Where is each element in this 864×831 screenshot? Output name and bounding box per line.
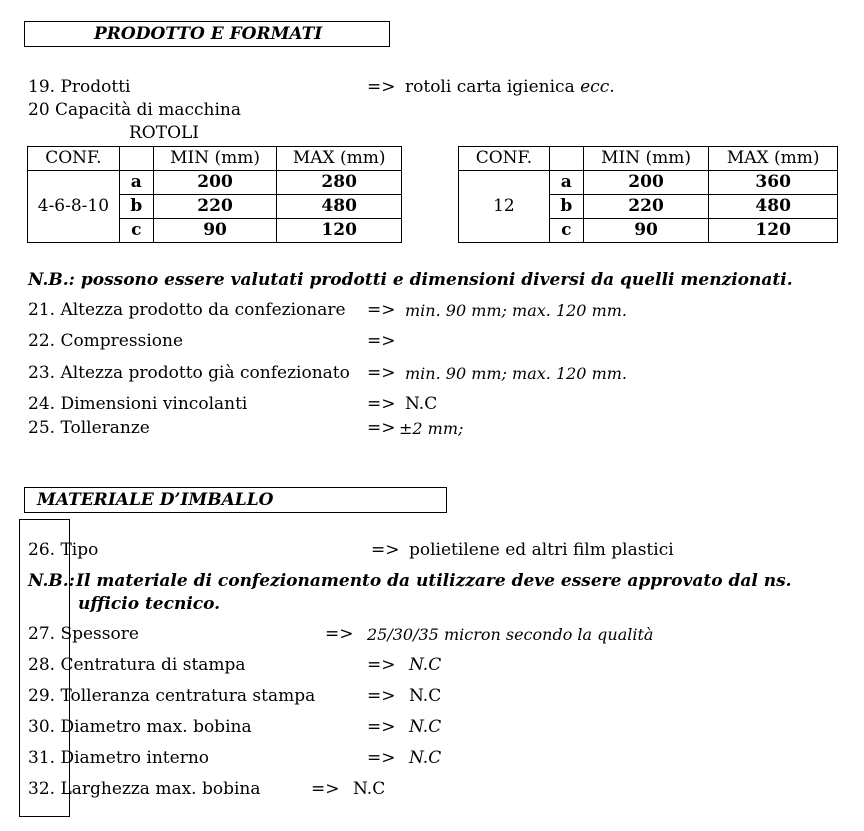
item-26-value: polietilene ed altri film plastici xyxy=(409,540,674,560)
item-23-arrow: => xyxy=(367,363,396,383)
item-27-arrow: => xyxy=(325,624,354,644)
item-31-arrow: => xyxy=(367,748,396,768)
item-22-arrow: => xyxy=(367,331,396,351)
header-conf: CONF. xyxy=(459,147,550,171)
item-31-value: N.C xyxy=(409,748,442,768)
row-key: c xyxy=(549,219,583,243)
note-prodotti: N.B.: possono essere valutati prodotti e dimensioni diversi da quelli menzionati. xyxy=(28,270,793,290)
section-heading-prodotto xyxy=(24,21,390,47)
table-header-row xyxy=(459,147,838,171)
header-conf: CONF. xyxy=(28,147,120,171)
item-29-arrow: => xyxy=(367,686,396,706)
note-materiale-line1: Il materiale di confezionamento da utilizzare deve essere approvato dal ns. xyxy=(76,571,792,591)
item-28-arrow: => xyxy=(367,655,396,675)
section-title: MATERIALE D’IMBALLO xyxy=(37,490,274,510)
table-row xyxy=(28,171,402,195)
capacity-table-1 xyxy=(27,146,402,243)
item-30-label: 30. Diametro max. bobina xyxy=(28,717,252,737)
section-heading-materiale xyxy=(24,487,447,513)
max-value: 280 xyxy=(277,171,402,195)
item-29-label: 29. Tolleranza centratura stampa xyxy=(28,686,316,706)
item-19-value xyxy=(405,79,615,96)
item-32-label: 32. Larghezza max. bobina xyxy=(28,779,261,799)
item-22-label: 22. Compressione xyxy=(28,331,184,351)
capacity-table-2 xyxy=(458,146,838,243)
item-28-value: N.C xyxy=(409,655,442,675)
min-value: 220 xyxy=(583,195,709,219)
item-27-value: 25/30/35 micron secondo la qualità xyxy=(367,625,654,644)
max-value: 120 xyxy=(277,219,402,243)
item-28-label: 28. Centratura di stampa xyxy=(28,655,246,675)
item-19-value-text: rotoli carta igienica xyxy=(405,77,575,97)
item-30-arrow: => xyxy=(367,717,396,737)
item-29-value: N.C xyxy=(409,686,442,706)
item-19-value-suffix: ecc. xyxy=(580,77,615,97)
table-row xyxy=(459,171,838,195)
min-value: 90 xyxy=(153,219,277,243)
table-header-row xyxy=(28,147,402,171)
item-32-arrow: => xyxy=(311,779,340,799)
row-key: a xyxy=(549,171,583,195)
conf-value: 4-6-8-10 xyxy=(28,171,120,243)
min-value: 200 xyxy=(583,171,709,195)
item-19-label: 19. Prodotti xyxy=(28,77,131,97)
min-value: 200 xyxy=(153,171,277,195)
header-key xyxy=(119,147,153,171)
header-min: MIN (mm) xyxy=(153,147,277,171)
header-key xyxy=(549,147,583,171)
header-min: MIN (mm) xyxy=(583,147,709,171)
row-key: a xyxy=(119,171,153,195)
note-materiale-line2: ufficio tecnico. xyxy=(78,594,221,614)
item-26-label: 26. Tipo xyxy=(28,540,99,560)
item-23-value: min. 90 mm; max. 120 mm. xyxy=(405,364,627,383)
item-21-label: 21. Altezza prodotto da confezionare xyxy=(28,300,346,320)
conf-value: 12 xyxy=(459,171,550,243)
section-title: PRODOTTO E FORMATI xyxy=(94,24,323,44)
item-24-value: N.C xyxy=(405,394,438,414)
item-21-arrow: => xyxy=(367,300,396,320)
header-max: MAX (mm) xyxy=(277,147,402,171)
header-max: MAX (mm) xyxy=(709,147,838,171)
max-value: 480 xyxy=(277,195,402,219)
item-20-label: 20 Capacità di macchina xyxy=(28,100,242,120)
item-24-label: 24. Dimensioni vincolanti xyxy=(28,394,248,414)
item-24-arrow: => xyxy=(367,394,396,414)
item-21-value: min. 90 mm; max. 120 mm. xyxy=(405,301,627,320)
note-materiale-prefix: N.B.: xyxy=(28,571,75,591)
row-key: c xyxy=(119,219,153,243)
item-27-label: 27. Spessore xyxy=(28,624,139,644)
min-value: 220 xyxy=(153,195,277,219)
item-25-label: 25. Tolleranze xyxy=(28,418,150,438)
item-23-label: 23. Altezza prodotto già confezionato xyxy=(28,363,350,383)
item-25-value: ±2 mm; xyxy=(399,419,464,438)
max-value: 360 xyxy=(709,171,838,195)
item-20-sublabel: ROTOLI xyxy=(129,123,200,143)
min-value: 90 xyxy=(583,219,709,243)
item-31-label: 31. Diametro interno xyxy=(28,748,210,768)
item-26-arrow: => xyxy=(371,540,400,560)
item-32-value: N.C xyxy=(353,779,386,799)
row-key: b xyxy=(549,195,583,219)
max-value: 120 xyxy=(709,219,838,243)
item-30-value: N.C xyxy=(409,717,442,737)
row-key: b xyxy=(119,195,153,219)
item-25-arrow: => xyxy=(367,418,396,438)
max-value: 480 xyxy=(709,195,838,219)
item-19-arrow: => xyxy=(367,77,396,97)
